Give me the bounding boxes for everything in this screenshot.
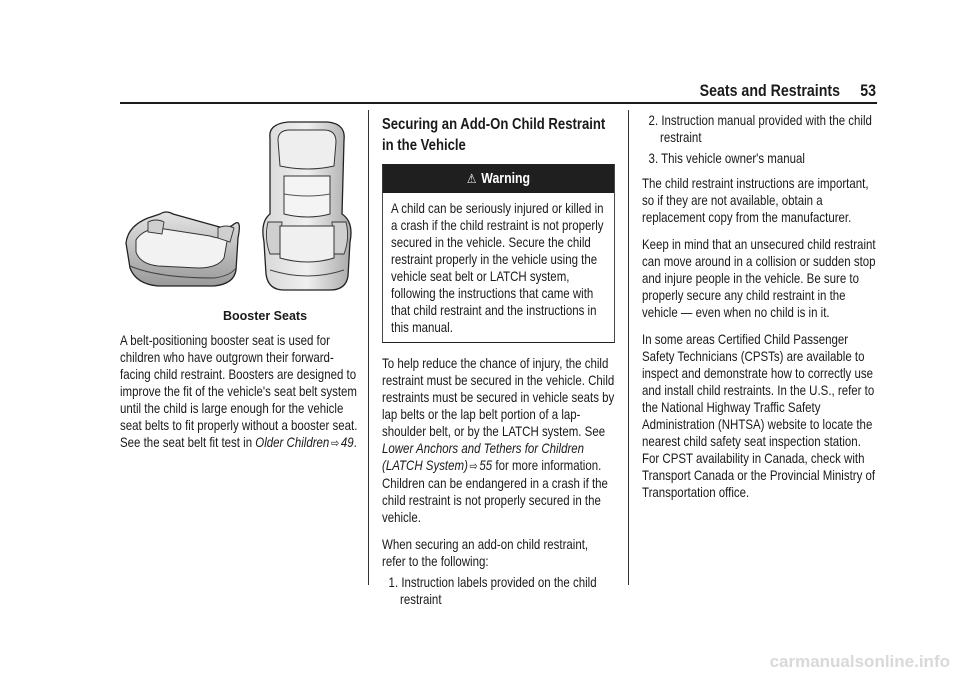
older-children-link[interactable]: Older Children (255, 434, 330, 450)
list-item-2: 2. Instruction manual provided with the child restraint (648, 112, 872, 145)
secure-paragraph-end: for more information. Children can be endangered in a crash if the child restraint is not properly secured in the vehicle. (382, 457, 608, 525)
section-heading: Securing an Add-On Child Restraint in the Vehicle (382, 116, 606, 154)
refer-paragraph: When securing an add-on child restraint, refer to the following: (382, 536, 589, 569)
middle-column (382, 114, 615, 612)
booster-paragraph-text: A belt-positioning booster seat is used for children who have outgrown their forward-facing child restraint. Boosters are designed to improve the fit of the vehicle's seat belt system until the child is large enough for the vehicle seat belts to fit properly without a booster seat. See the seat belt fit test in (120, 332, 358, 450)
secure-paragraph-text: To help reduce the chance of injury, the child restraint must be secured in the vehicle. Child restraints must be secured in vehicle seats by lap belts or the lap belt portion of a lap-shoulder belt, or by the LATCH system. See (382, 355, 615, 439)
warning-text: A child can be seriously injured or killed in a crash if the child restraint is not properly secured in the vehicle. Secure the child restraint properly in the vehicle using the vehicle seat belt or LATCH system, following the instructions that came with that child restraint and the instructions in this manual. (391, 200, 604, 335)
booster-seats-figure (118, 118, 358, 308)
left-column (120, 332, 380, 462)
latch-link[interactable]: Lower Anchors and Tethers for Children (LATCH System) (382, 440, 585, 473)
booster-seats-illustration (118, 118, 358, 308)
header-rule (120, 102, 877, 104)
page-ref-icon: ⇨ (469, 459, 478, 473)
backless-booster (126, 212, 239, 286)
page-ref-49[interactable]: 49 (340, 434, 354, 450)
page-number: 53 (860, 82, 876, 100)
watermark: carmanualsonline.info (769, 652, 950, 671)
booster-paragraph (120, 332, 363, 452)
warning-header (383, 165, 614, 193)
page-ref-icon: ⇨ (330, 436, 340, 450)
high-back-booster (263, 122, 351, 290)
page-ref-55[interactable]: 55 (479, 457, 493, 473)
warning-label: Warning (481, 170, 531, 187)
secure-paragraph (382, 355, 615, 526)
column-divider-right (628, 110, 629, 585)
right-column (642, 112, 880, 511)
unsecured-paragraph: Keep in mind that an unsecured child restraint can move around in a collision or sudden stop and injure people in the vehicle. Be sure to properly secure any child restraint in the vehicle — even when no child is in it. (642, 236, 876, 320)
list-item-1: 1. Instruction labels provided on the child restraint (388, 574, 597, 607)
warning-icon: ⚠ (466, 171, 477, 186)
booster-paragraph-end: . (353, 434, 357, 450)
warning-box (382, 164, 615, 343)
instructions-paragraph: The child restraint instructions are important, so if they are not available, obtain a replacement copy from the manufacturer. (642, 175, 869, 225)
figure-caption: Booster Seats (222, 309, 308, 323)
list-item-3: 3. This vehicle owner's manual (648, 150, 805, 166)
cpst-paragraph: In some areas Certified Child Passenger Safety Technicians (CPSTs) are available to inspect and demonstrate how to correctly use and install child restraints. In the U.S., refer to the National Highway Traffic Safety Administration (NHTSA) website to locate the nearest child safety seat inspection station. For CPST availability in Canada, check with Transport Canada or the Provincial Ministry of Transportation office. (642, 331, 876, 500)
section-title: Seats and Restraints (699, 82, 840, 100)
